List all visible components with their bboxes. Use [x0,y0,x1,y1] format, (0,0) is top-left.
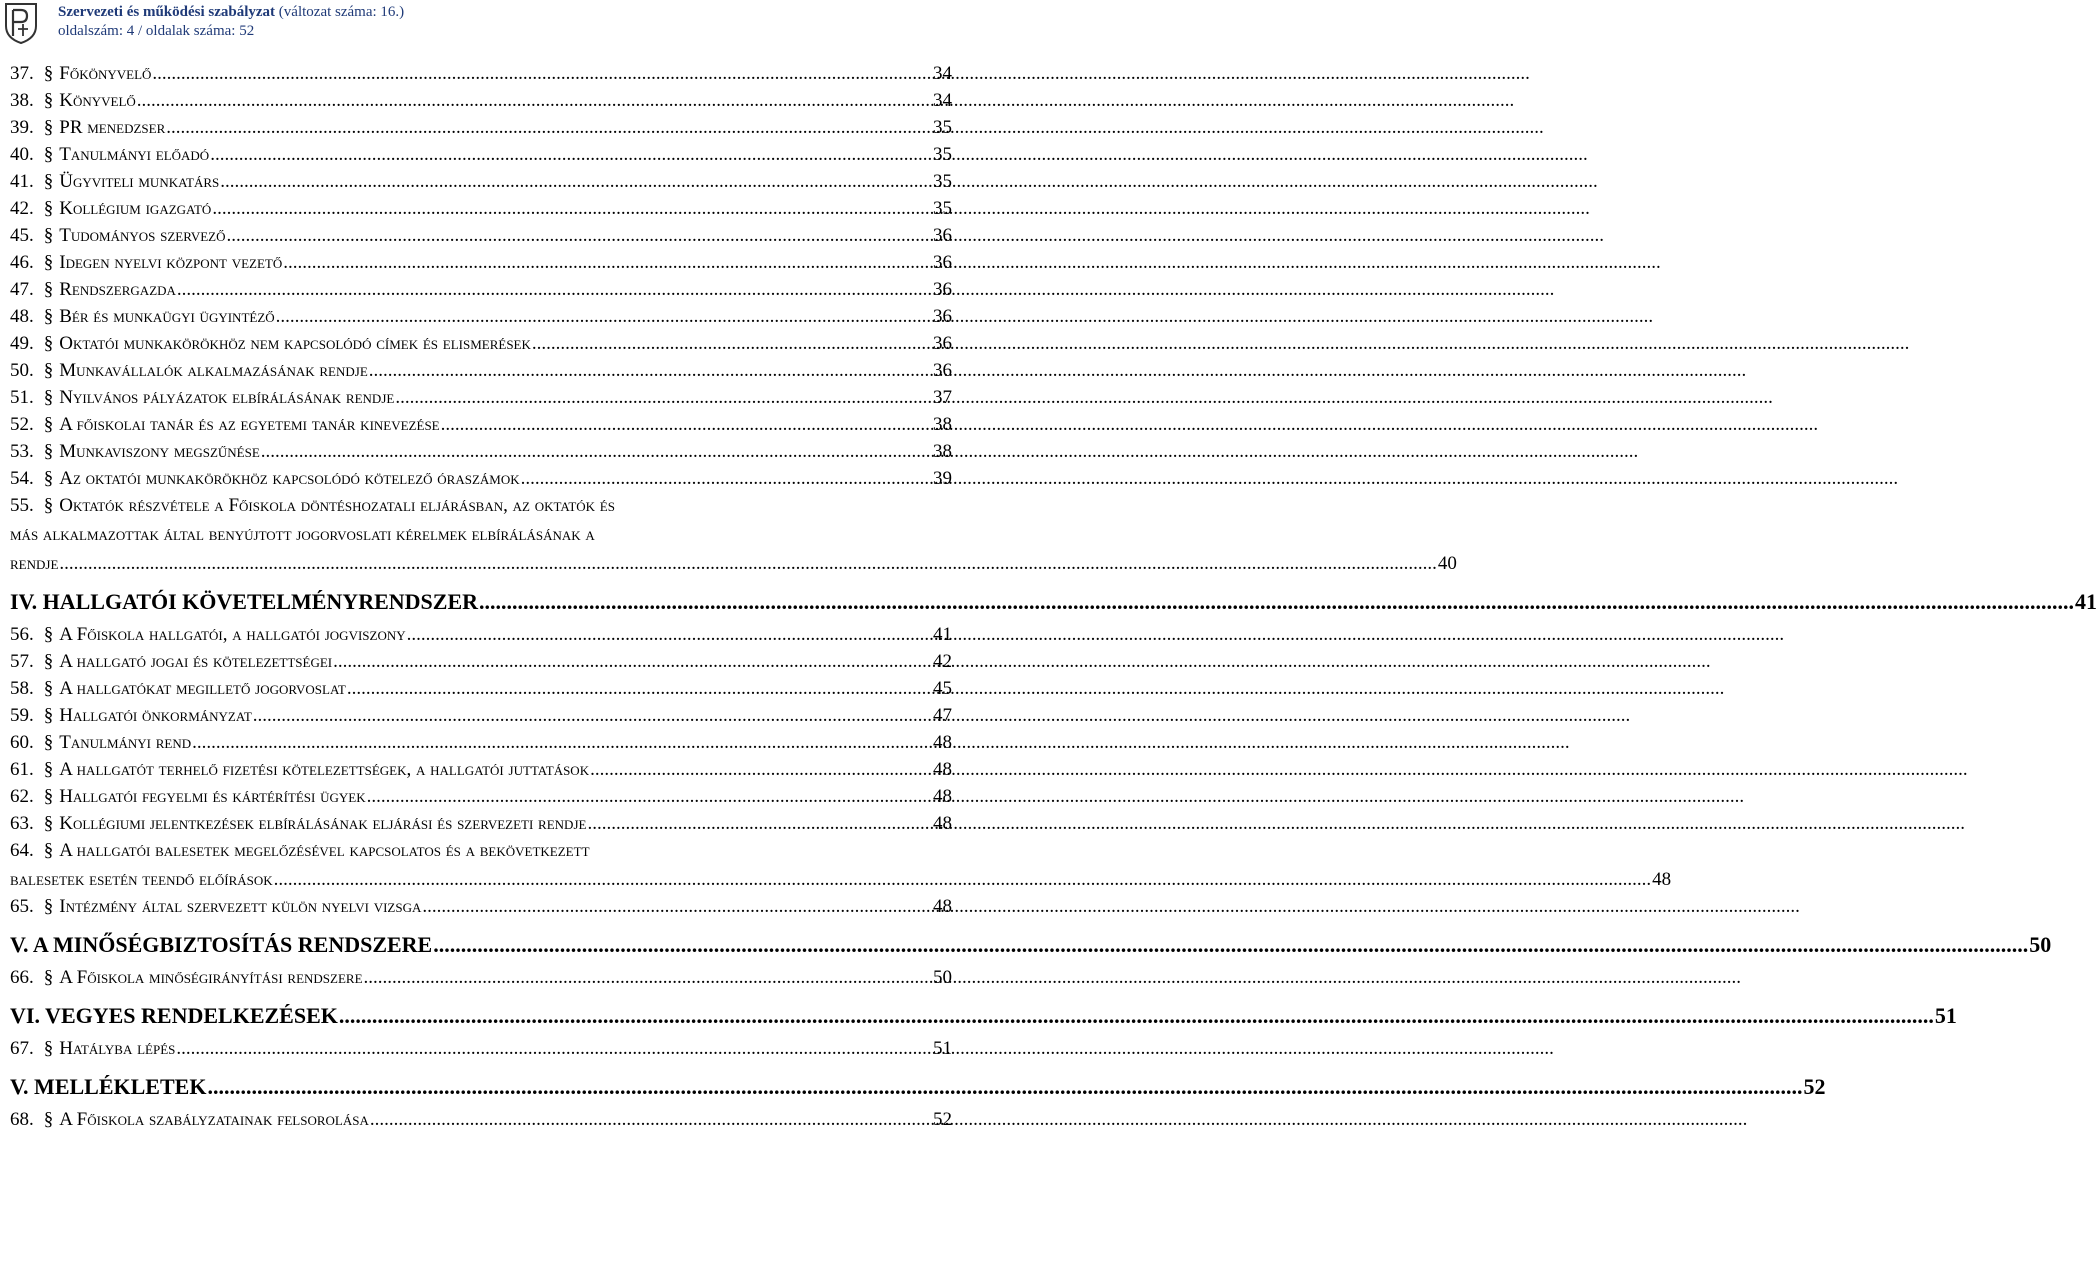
dot-leader [441,413,932,436]
toc-entry-number: 45. [10,225,34,246]
toc-entry-page: 35 [933,144,952,165]
section-symbol: § [43,624,54,645]
toc-entry[interactable] [10,650,952,677]
dot-leader [590,758,932,781]
dot-leader [59,552,1437,575]
dot-leader [333,650,932,673]
toc-entry-page: 38 [933,441,952,462]
toc-entry[interactable] [10,677,952,704]
toc-entry[interactable] [10,224,952,251]
section-symbol: § [43,387,54,408]
toc-entry[interactable] [10,62,952,89]
toc-entry-title: Kollégiumi jelentkezések elbírálásának eljárási és szervezeti rendje [59,813,587,834]
toc-entry-66[interactable] [10,966,952,993]
toc-entry-title-line1: A hallgatói balesetek megelőzésével kapcsolatos és a bekövetkezett [59,840,590,861]
dot-leader [347,677,932,700]
section-symbol: § [43,651,54,672]
toc-entry-68[interactable] [10,1108,952,1135]
section-symbol: § [43,468,54,489]
toc-entry[interactable] [10,116,952,143]
toc-entry-page: 51 [933,1038,952,1059]
dot-leader [207,1074,1802,1100]
dot-leader [433,932,2028,958]
section-symbol: § [43,705,54,726]
toc-entry-page: 48 [933,732,952,753]
toc-entry-page: 36 [933,306,952,327]
toc-entry-number: 41. [10,171,34,192]
toc-entry-title: A Főiskola hallgatói, a hallgatói jogviszony [59,624,406,645]
dot-leader [364,966,932,989]
toc-entry-page: 36 [933,252,952,273]
section-symbol: § [43,786,54,807]
toc-entry-number: 68. [10,1109,34,1130]
toc-entry-title: Munkavállalók alkalmazásának rendje [59,360,368,381]
toc-entry-number: 53. [10,441,34,462]
section-page: 51 [1934,1003,1957,1028]
toc-entry-number: 62. [10,786,34,807]
toc-entry-title: Tanulmányi rend [59,732,192,753]
toc-entry-title: Rendszergazda [59,279,176,300]
toc-entry-number: 47. [10,279,34,300]
toc-entry-page: 36 [933,279,952,300]
toc-entry-number: 56. [10,624,34,645]
toc-entry[interactable] [10,170,952,197]
toc-entry-page: 34 [933,63,952,84]
toc-entry[interactable] [10,623,952,650]
page-header [0,0,960,50]
dot-leader [587,812,932,835]
toc-entry-number: 55. [10,495,34,516]
toc-entry-title: Munkaviszony megszűnése [59,441,260,462]
toc-entry-title: Könyvelő [59,90,136,111]
section-symbol: § [43,90,54,111]
toc-entry-title: PR menedzser [59,117,166,138]
toc-entry-title: A Főiskola minőségirányítási rendszere [59,967,363,988]
toc-entry-number: 66. [10,967,34,988]
dot-leader [369,359,932,382]
toc-entry-page: 48 [933,786,952,807]
toc-entry-title: Tanulmányi előadó [59,144,210,165]
toc-entry[interactable] [10,197,952,224]
toc-entry-title-line3: rendje [10,553,59,574]
section-symbol: § [43,414,54,435]
toc-entry-title-line2: más alkalmazottak által benyújtott jogorvoslati kérelmek elbírálásának a [10,524,595,545]
toc-entry-page: 36 [933,225,952,246]
toc-entry-title: Idegen nyelvi központ vezető [59,252,283,273]
toc-entry-number: 42. [10,198,34,219]
dot-leader [370,1108,932,1131]
toc-entry-page: 35 [933,198,952,219]
section-symbol: § [43,225,54,246]
toc-entry-title: Hallgatói önkormányzat [59,705,252,726]
dot-leader [176,1037,932,1060]
toc-entry-title: Intézmény által szervezett külön nyelvi vizsga [59,896,422,917]
toc-entry-title: Az oktatói munkakörökhöz kapcsolódó kötelező óraszámok [59,468,520,489]
toc-entry-title: A hallgatókat megillető jogorvoslat [59,678,346,699]
toc-entry-number: 57. [10,651,34,672]
toc-entry[interactable] [10,89,952,116]
section-symbol: § [43,144,54,165]
dot-leader [177,278,932,301]
document-title-line [58,4,404,21]
section-symbol: § [43,198,54,219]
section-symbol: § [43,967,54,988]
section-symbol: § [43,117,54,138]
toc-entry[interactable] [10,812,952,839]
section-heading-mellekletek[interactable] [10,1074,1826,1100]
section-heading-v[interactable] [10,932,2052,958]
document-version: (változat száma: 16.) [278,4,405,20]
toc-entry-title: A hallgató jogai és kötelezettségei [59,651,333,672]
toc-entry-page: 40 [1437,553,1457,574]
section-symbol: § [43,306,54,327]
toc-entry-title: Hallgatói fegyelmi és kártérítési ügyek [59,786,366,807]
toc-entry-number: 65. [10,896,34,917]
toc-entry-55[interactable] [10,494,1457,579]
section-symbol: § [43,495,54,516]
toc-entry-number: 52. [10,414,34,435]
dot-leader [166,116,932,139]
section-page: 50 [2029,932,2052,957]
dot-leader [220,170,932,193]
toc-entry-page: 36 [933,360,952,381]
toc-entry-page: 37 [933,387,952,408]
toc-entry-page: 34 [933,90,952,111]
toc-entry-title: Ügyviteli munkatárs [59,171,220,192]
toc-entry-title-line2: balesetek esetén teendő előírások [10,869,273,890]
toc-entry-64[interactable] [10,839,1672,895]
toc-entry-page: 42 [933,651,952,672]
toc-entry-page: 48 [933,813,952,834]
toc-entry-title: Oktatói munkakörökhöz nem kapcsolódó címek és elismerések [59,333,531,354]
toc-entry-number: 38. [10,90,34,111]
toc-entry-page: 36 [933,333,952,354]
dot-leader [152,62,932,85]
toc-entry-page: 41 [933,624,952,645]
toc-entry-title: A főiskolai tanár és az egyetemi tanár kinevezése [59,414,440,435]
section-symbol: § [43,333,54,354]
section-symbol: § [43,840,54,861]
section-symbol: § [43,63,54,84]
toc-entry[interactable] [10,305,952,332]
toc-entry-title: A Főiskola szabályzatainak felsorolása [59,1109,369,1130]
dot-leader [261,440,932,463]
toc-entry-number: 37. [10,63,34,84]
dot-leader [532,332,932,355]
toc-entry-page: 52 [933,1109,952,1130]
section-symbol: § [43,896,54,917]
section-symbol: § [43,1109,54,1130]
dot-leader [395,386,932,409]
dot-leader [367,785,932,808]
dot-leader [422,895,932,918]
toc-entry-number: 40. [10,144,34,165]
toc-entry-65[interactable] [10,895,952,922]
section-symbol: § [43,252,54,273]
toc-entry-number: 60. [10,732,34,753]
section-symbol: § [43,171,54,192]
section-page: 52 [1803,1074,1826,1099]
toc-entry[interactable] [10,386,952,413]
toc-entry-title-line1: Oktatók részvétele a Főiskola döntéshozatali eljárásban, az oktatók és [59,495,615,516]
section-title: V. A MINŐSÉGBIZTOSÍTÁS RENDSZERE [10,932,433,957]
dot-leader [274,868,1652,891]
toc-entry-page: 48 [933,896,952,917]
section-page: 41 [2075,589,2097,614]
section-title: V. MELLÉKLETEK [10,1074,207,1099]
page-number-info: oldalszám: 4 / oldalak száma: 52 [58,23,255,39]
toc-entry-title: Tudományos szervező [59,225,226,246]
toc-entry-page: 39 [933,468,952,489]
toc-entry[interactable] [10,785,952,812]
dot-leader [210,143,932,166]
toc-entry-number: 50. [10,360,34,381]
toc-entry[interactable] [10,413,952,440]
section-symbol: § [43,813,54,834]
toc-entry-page: 38 [933,414,952,435]
toc-entry-page: 47 [933,705,952,726]
toc-entry[interactable] [10,332,952,359]
toc-entry[interactable] [10,143,952,170]
dot-leader [407,623,932,646]
toc-entry-page: 35 [933,117,952,138]
toc-entry-page: 45 [933,678,952,699]
section-symbol: § [43,279,54,300]
toc-entry-number: 64. [10,840,34,861]
toc-entry-number: 61. [10,759,34,780]
dot-leader [521,467,932,490]
toc-entry-67[interactable] [10,1037,952,1064]
dot-leader [479,589,2074,615]
dot-leader [283,251,932,274]
table-of-contents [10,62,2097,1135]
toc-entry-number: 67. [10,1038,34,1059]
dot-leader [253,704,932,727]
toc-entry-number: 48. [10,306,34,327]
section-title: IV. HALLGATÓI KÖVETELMÉNYRENDSZER [10,589,479,614]
toc-entry-number: 54. [10,468,34,489]
dot-leader [137,89,932,112]
section-title: VI. VEGYES RENDELKEZÉSEK [10,1003,338,1028]
toc-entry[interactable] [10,731,952,758]
section-symbol: § [43,732,54,753]
section-symbol: § [43,441,54,462]
document-title: Szervezeti és működési szabályzat [58,4,276,20]
toc-entry-number: 51. [10,387,34,408]
section-symbol: § [43,759,54,780]
dot-leader [192,731,932,754]
toc-entry[interactable] [10,758,952,785]
toc-entry-number: 46. [10,252,34,273]
toc-entry-title: Főkönyvelő [59,63,152,84]
section-symbol: § [43,360,54,381]
section-heading-iv[interactable] [10,589,2097,615]
toc-entry-number: 39. [10,117,34,138]
toc-entry-page: 35 [933,171,952,192]
section-heading-vi[interactable] [10,1003,1957,1029]
toc-entry-number: 63. [10,813,34,834]
dot-leader [276,305,932,328]
toc-entry-title: Kollégium igazgató [59,198,212,219]
dot-leader [227,224,932,247]
section-symbol: § [43,1038,54,1059]
toc-entry-page: 48 [933,759,952,780]
toc-entry[interactable] [10,704,952,731]
toc-entry-page: 50 [933,967,952,988]
institution-logo-icon [4,2,38,44]
toc-entry-page: 48 [1652,869,1672,890]
toc-entry-number: 49. [10,333,34,354]
toc-entry[interactable] [10,467,952,494]
toc-entry[interactable] [10,251,952,278]
toc-entry-number: 58. [10,678,34,699]
toc-entry[interactable] [10,440,952,467]
section-symbol: § [43,678,54,699]
toc-entry-title: Hatályba lépés [59,1038,176,1059]
toc-entry-title: Bér és munkaügyi ügyintéző [59,306,275,327]
dot-leader [212,197,932,220]
toc-entry[interactable] [10,359,952,386]
dot-leader [339,1003,1934,1029]
toc-entry-number: 59. [10,705,34,726]
toc-entry[interactable] [10,278,952,305]
toc-entry-title: Nyilvános pályázatok elbírálásának rendje [59,387,395,408]
toc-entry-title: A hallgatót terhelő fizetési kötelezettségek, a hallgatói juttatások [59,759,590,780]
